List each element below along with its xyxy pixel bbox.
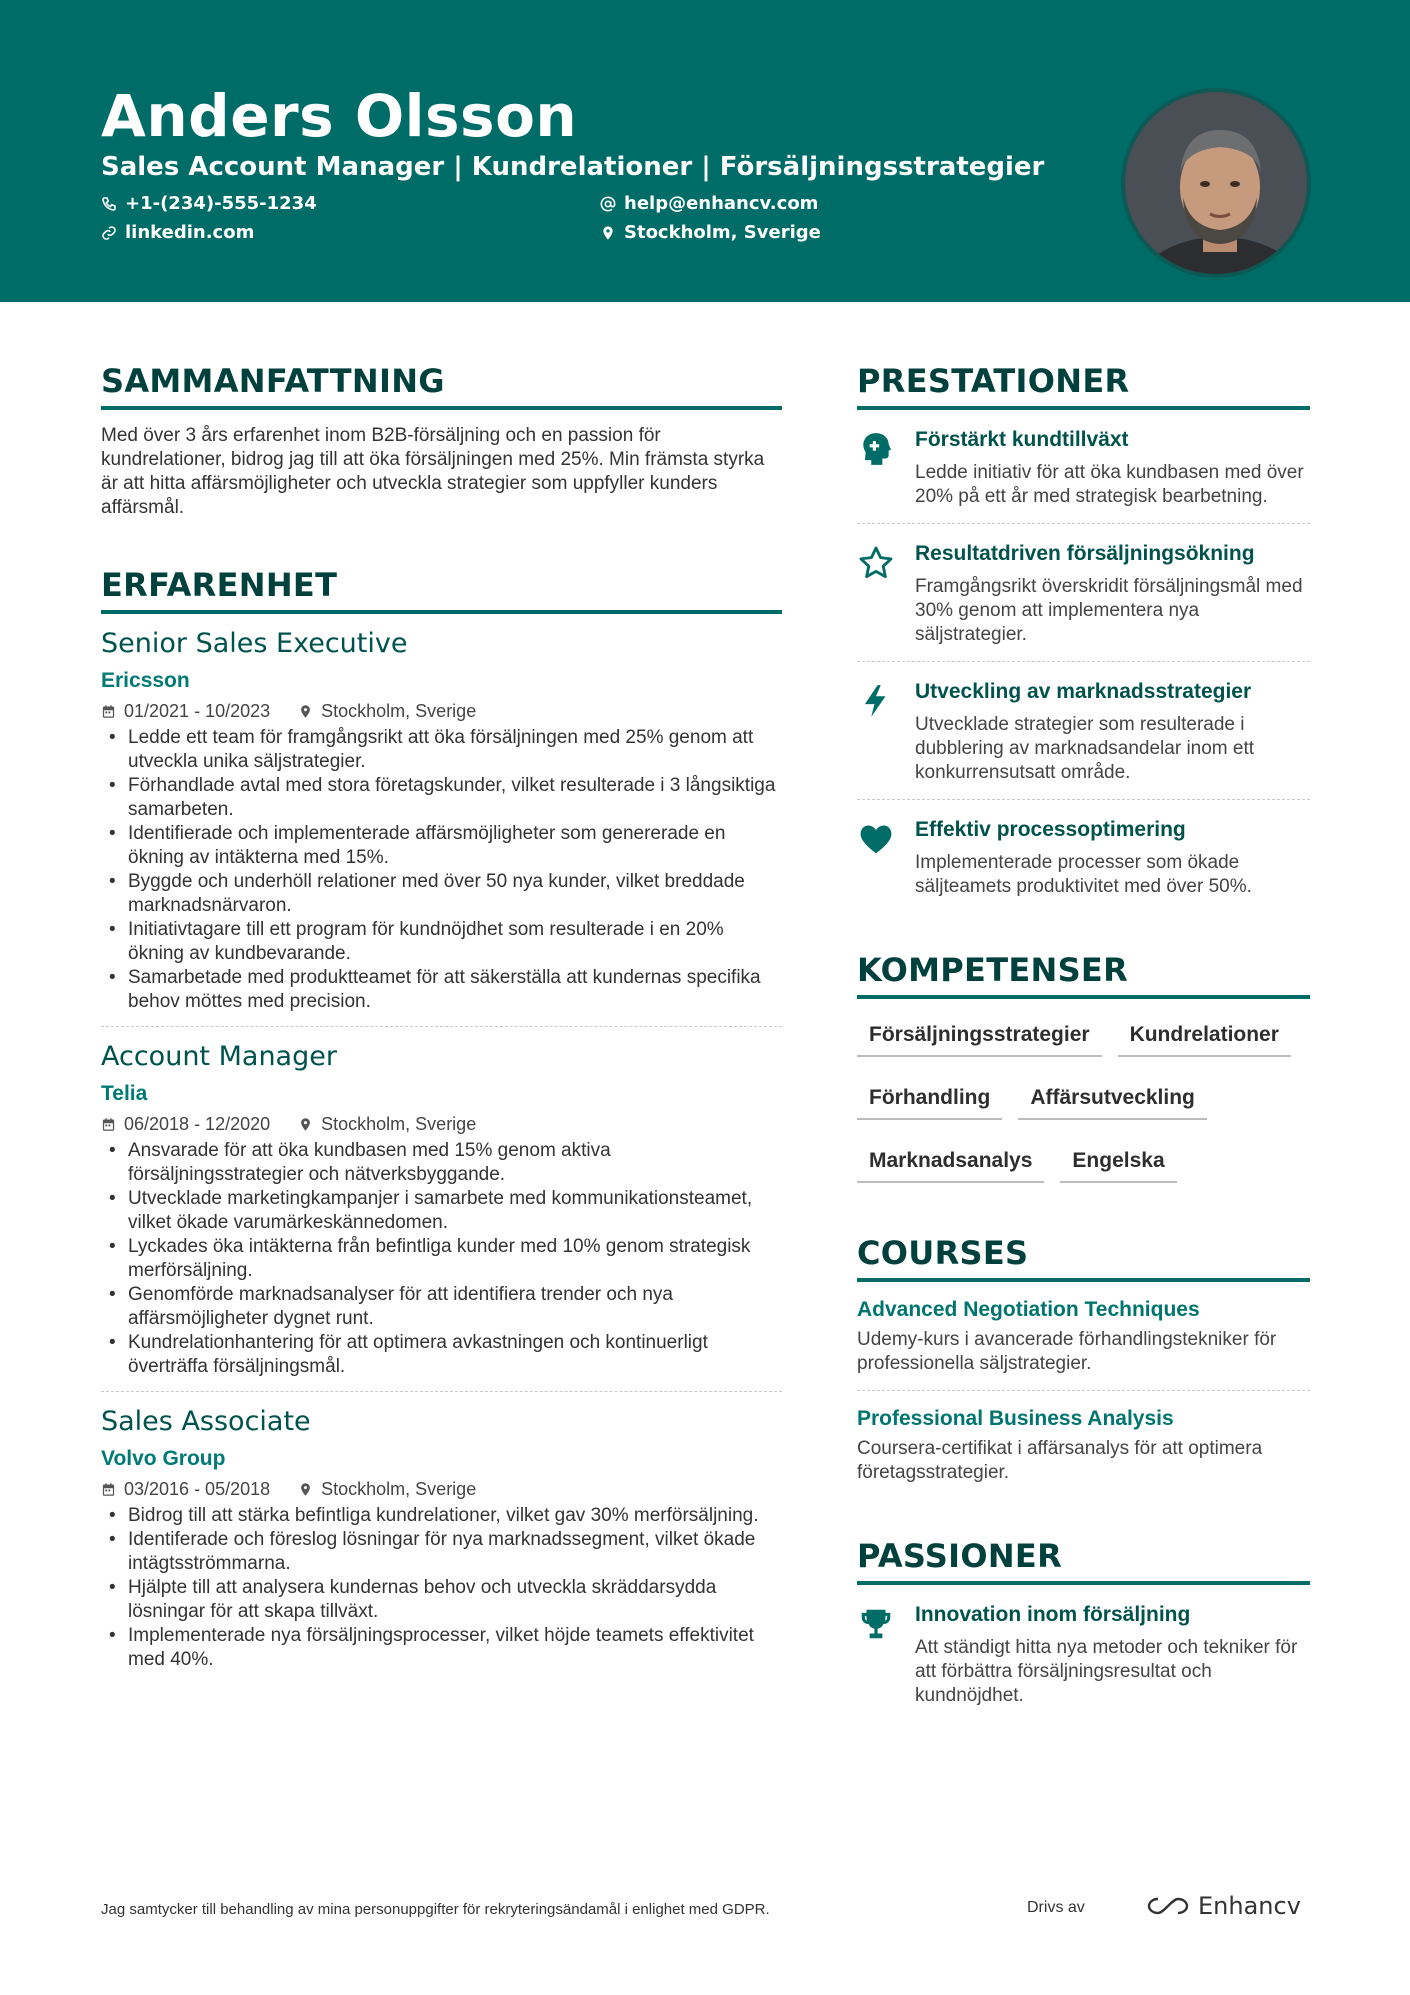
job-location: Stockholm, Sverige bbox=[321, 1479, 477, 1499]
passion-title: Innovation inom försäljning bbox=[915, 1603, 1191, 1626]
profile-photo bbox=[1121, 88, 1311, 278]
job-bullets bbox=[101, 1504, 782, 1672]
job-bullets bbox=[101, 1139, 782, 1379]
bullet-item: • Utvecklade marketingkampanjer i samarbete med kommunikationsteamet, vilket ökade varumärkeskännedomen. bbox=[101, 1187, 782, 1235]
phone-text: +1-(234)-555-1234 bbox=[125, 193, 317, 214]
brand-logo[interactable] bbox=[1146, 1892, 1301, 1920]
job-location: Stockholm, Sverige bbox=[321, 1114, 477, 1134]
courses-heading: COURSES bbox=[857, 1234, 1310, 1282]
achievement-item bbox=[857, 410, 1310, 524]
location-text: Stockholm, Sverige bbox=[624, 222, 821, 243]
bullet-item: • Bidrog till att stärka befintliga kundrelationer, vilket gav 30% merförsäljning. bbox=[101, 1504, 782, 1528]
location-pin-icon bbox=[298, 1117, 313, 1132]
bullet-item: • Förhandlade avtal med stora företagskunder, vilket resulterade i 3 långsiktiga samarbeten. bbox=[101, 774, 782, 822]
gdpr-consent: Jag samtycker till behandling av mina personuppgifter för rekryteringsändamål i enlighet med GDPR. bbox=[101, 1901, 770, 1918]
achievement-item bbox=[857, 800, 1310, 913]
passions-heading: PASSIONER bbox=[857, 1537, 1310, 1585]
bullet-item: • Identifierade och implementerade affärsmöjligheter som genererade en ökning av intäkterna med 15%. bbox=[101, 822, 782, 870]
course-desc: Udemy-kurs i avancerade förhandlingstekniker för professionella säljstrategier. bbox=[857, 1329, 1277, 1374]
bullet-item: • Hjälpte till att analysera kundernas behov och utveckla skräddarsydda lösningar för att skapa tillväxt. bbox=[101, 1576, 782, 1624]
infinity-logo-icon bbox=[1146, 1895, 1190, 1917]
bullet-item: • Identiferade och föreslog lösningar för nya marknadssegment, vilket ökade intägtsströmmarna. bbox=[101, 1528, 782, 1576]
course-item bbox=[857, 1391, 1310, 1499]
achievement-title: Förstärkt kundtillväxt bbox=[915, 428, 1129, 451]
experience-heading: ERFARENHET bbox=[101, 566, 782, 614]
bullet-item: • Genomförde marknadsanalyser för att identifiera trender och nya affärsmöjligheter dygnet runt. bbox=[101, 1283, 782, 1331]
skills-list bbox=[857, 1017, 1310, 1206]
candidate-name: Anders Olsson bbox=[101, 82, 578, 150]
at-icon bbox=[600, 196, 616, 212]
bullet-item: • Byggde och underhöll relationer med över 50 nya kunder, vilket breddade marknadsnärvaron. bbox=[101, 870, 782, 918]
skills-heading: KOMPETENSER bbox=[857, 951, 1310, 999]
course-title: Advanced Negotiation Techniques bbox=[857, 1298, 1200, 1321]
experience-entry bbox=[101, 1041, 782, 1392]
job-meta bbox=[101, 1114, 782, 1135]
trophy-icon bbox=[857, 1605, 895, 1643]
location-pin-icon bbox=[298, 704, 313, 719]
achievements-heading: PRESTATIONER bbox=[857, 362, 1310, 410]
resume-header bbox=[0, 0, 1410, 302]
job-meta bbox=[101, 701, 782, 722]
achievement-desc: Utvecklade strategier som resulterade i dubblering av marknadsandelar inom ett konkurrensutsatt område. bbox=[915, 714, 1255, 783]
skill-tag: Affärsutveckling bbox=[1018, 1080, 1207, 1120]
phone-contact[interactable] bbox=[101, 193, 317, 214]
job-meta bbox=[101, 1479, 782, 1500]
calendar-icon bbox=[101, 1482, 116, 1497]
heart-icon bbox=[857, 820, 895, 858]
phone-icon bbox=[101, 196, 117, 212]
job-dates: 01/2021 - 10/2023 bbox=[124, 701, 271, 721]
achievement-desc: Framgångsrikt överskridit försäljningsmål med 30% genom att implementera nya säljstrategier. bbox=[915, 576, 1303, 645]
achievement-title: Effektiv processoptimering bbox=[915, 818, 1186, 841]
achievement-desc: Implementerade processer som ökade säljteamets produktivitet med över 50%. bbox=[915, 852, 1252, 897]
job-title: Account Manager bbox=[101, 1041, 337, 1072]
job-location: Stockholm, Sverige bbox=[321, 701, 477, 721]
summary-text: Med över 3 års erfarenhet inom B2B-försäljning och en passion för kundrelationer, bidrog jag till att öka försäljningen med 25%. Min främsta styrka är att hitta affärsmöjligheter och utveckla strategier som uppfyller kunders affärsmål. bbox=[101, 425, 765, 518]
bullet-item: • Initiativtagare till ett program för kundnöjdhet som resulterade i en 20% ökning av kundbevarande. bbox=[101, 918, 782, 966]
location-pin-icon bbox=[600, 225, 616, 241]
course-desc: Coursera-certifikat i affärsanalys för att optimera företagsstrategier. bbox=[857, 1438, 1263, 1483]
location-pin-icon bbox=[298, 1482, 313, 1497]
job-dates: 06/2018 - 12/2020 bbox=[124, 1114, 271, 1134]
bullet-item: • Implementerade nya försäljningsprocesser, vilket höjde teamets effektivitet med 40%. bbox=[101, 1624, 782, 1672]
passion-item bbox=[857, 1585, 1310, 1722]
left-column bbox=[101, 362, 782, 1684]
star-icon bbox=[857, 544, 895, 582]
achievement-item bbox=[857, 662, 1310, 800]
brand-name: Enhancv bbox=[1198, 1892, 1301, 1920]
linkedin-contact[interactable] bbox=[101, 222, 254, 243]
achievement-title: Utveckling av marknadsstrategier bbox=[915, 680, 1252, 703]
job-bullets bbox=[101, 726, 782, 1014]
company-name: Telia bbox=[101, 1082, 148, 1105]
skill-tag: Marknadsanalys bbox=[857, 1143, 1044, 1183]
course-title: Professional Business Analysis bbox=[857, 1407, 1174, 1430]
calendar-icon bbox=[101, 1117, 116, 1132]
job-dates: 03/2016 - 05/2018 bbox=[124, 1479, 271, 1499]
lightning-icon bbox=[857, 682, 895, 720]
achievement-title: Resultatdriven försäljningsökning bbox=[915, 542, 1255, 565]
course-item bbox=[857, 1282, 1310, 1391]
achievement-desc: Ledde initiativ för att öka kundbasen med över 20% på ett år med strategisk bearbetning. bbox=[915, 462, 1304, 507]
bullet-item: • Ledde ett team för framgångsrikt att öka försäljningen med 25% genom att utveckla unika säljstrategier. bbox=[101, 726, 782, 774]
job-title: Sales Associate bbox=[101, 1406, 311, 1437]
location-contact bbox=[600, 222, 821, 243]
skill-tag: Förhandling bbox=[857, 1080, 1002, 1120]
achievement-item bbox=[857, 524, 1310, 662]
link-icon bbox=[101, 225, 117, 241]
experience-entry bbox=[101, 628, 782, 1027]
experience-entry bbox=[101, 1406, 782, 1684]
bullet-item: • Ansvarade för att öka kundbasen med 15% genom aktiva försäljningsstrategier och nätverksbyggande. bbox=[101, 1139, 782, 1187]
right-column bbox=[857, 362, 1310, 1722]
job-title: Senior Sales Executive bbox=[101, 628, 408, 659]
email-contact[interactable] bbox=[600, 193, 818, 214]
bullet-item: • Lyckades öka intäkterna från befintliga kunder med 10% genom strategisk merförsäljning. bbox=[101, 1235, 782, 1283]
skill-tag: Försäljningsstrategier bbox=[857, 1017, 1102, 1057]
email-text: help@enhancv.com bbox=[624, 193, 819, 214]
company-name: Ericsson bbox=[101, 669, 190, 692]
linkedin-text: linkedin.com bbox=[125, 222, 255, 243]
candidate-headline: Sales Account Manager | Kundrelationer | Försäljningsstrategier bbox=[101, 152, 1045, 182]
skill-tag: Engelska bbox=[1060, 1143, 1176, 1183]
company-name: Volvo Group bbox=[101, 1447, 226, 1470]
bullet-item: • Kundrelationhantering för att optimera avkastningen och kontinuerligt överträffa försäljningsmål. bbox=[101, 1331, 782, 1379]
summary-heading: SAMMANFATTNING bbox=[101, 362, 782, 410]
head-brain-icon bbox=[857, 430, 895, 468]
bullet-item: • Samarbetade med produktteamet för att säkerställa att kundernas specifika behov möttes med precision. bbox=[101, 966, 782, 1014]
powered-by-label: Drivs av bbox=[1027, 1899, 1085, 1916]
calendar-icon bbox=[101, 704, 116, 719]
passion-desc: Att ständigt hitta nya metoder och tekniker för att förbättra försäljningsresultat och kundnöjdhet. bbox=[915, 1637, 1298, 1706]
skill-tag: Kundrelationer bbox=[1118, 1017, 1291, 1057]
